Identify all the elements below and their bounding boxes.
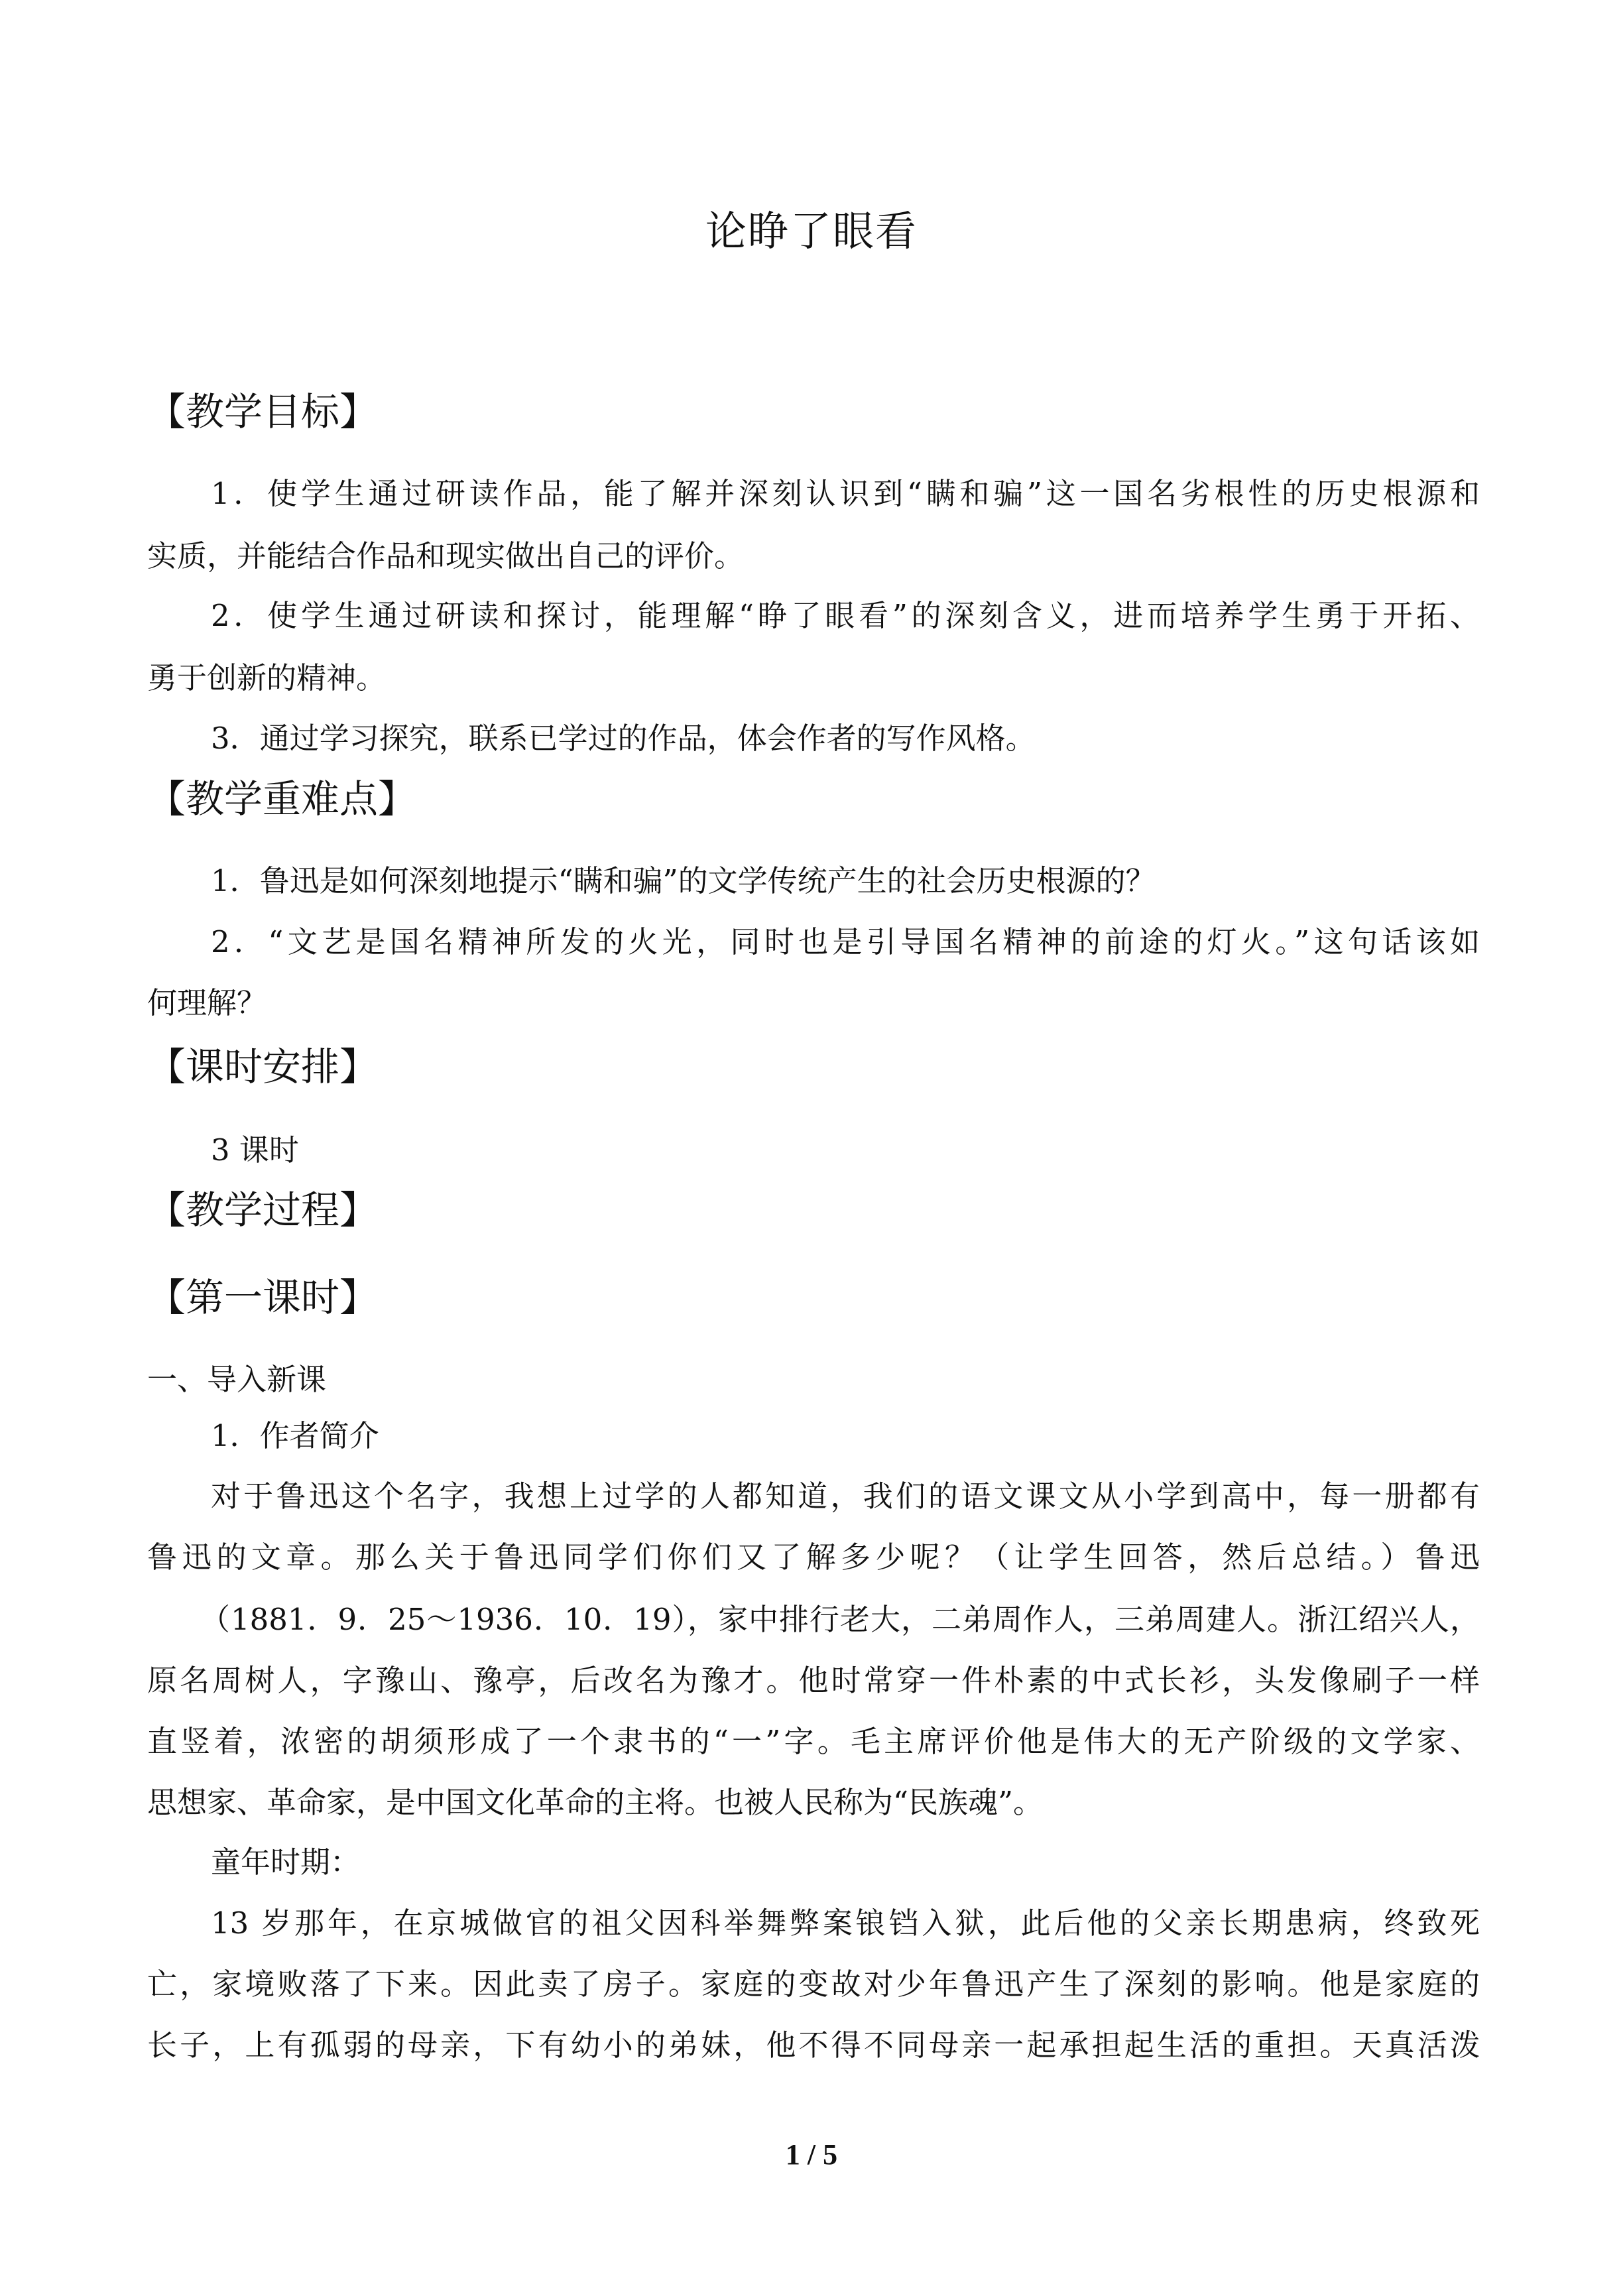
childhood-line-1: 13 岁那年，在京城做官的祖父因科举舞弊案锒铛入狱，此后他的父亲长期患病，终致死	[211, 1905, 1480, 1941]
schedule-heading: 【课时安排】	[147, 1044, 379, 1089]
objective-2-line-1: 2．使学生通过研读和探讨，能理解“睁了眼看”的深刻含义，进而培养学生勇于开拓、	[211, 598, 1480, 633]
childhood-line-3: 长子，上有孤弱的母亲，下有幼小的弟妹，他不得不同母亲一起承担起生活的重担。天真活泼	[147, 2027, 1480, 2063]
objective-1-line-1: 1．使学生通过研读作品，能了解并深刻认识到“瞒和骗”这一国名劣根性的历史根源和	[211, 476, 1480, 511]
intro-line-5: 直竖着，浓密的胡须形成了一个隶书的“一”字。毛主席评价他是伟大的无产阶级的文学家、	[147, 1724, 1480, 1759]
keypoints-heading: 【教学重难点】	[147, 776, 417, 821]
keypoint-1: 1．鲁迅是如何深刻地提示“瞒和骗”的文学传统产生的社会历史根源的？	[211, 863, 1156, 898]
schedule-text: 3 课时	[211, 1132, 299, 1168]
part1-title: 一、导入新课	[147, 1362, 327, 1397]
objective-1-line-2: 实质，并能结合作品和现实做出自己的评价。	[147, 538, 745, 574]
objective-3: 3．通过学习探究，联系已学过的作品，体会作者的写作风格。	[211, 721, 1036, 756]
intro-line-1: 对于鲁迅这个名字，我想上过学的人都知道，我们的语文课文从小学到高中，每一册都有	[211, 1479, 1480, 1514]
childhood-line-2: 亡，家境败落了下来。因此卖了房子。家庭的变故对少年鲁迅产生了深刻的影响。他是家庭的	[147, 1966, 1480, 2002]
page-indicator: 1 / 5	[785, 2138, 838, 2171]
intro-line-3: （1881．9．25～1936．10．19），家中排行老大，二弟周作人，三弟周建人。浙江绍兴人，	[200, 1602, 1480, 1637]
intro-line-6: 思想家、革命家，是中国文化革命的主将。也被人民称为“民族魂”。	[147, 1785, 1044, 1820]
objectives-heading: 【教学目标】	[147, 389, 379, 434]
author-intro-title: 1．作者简介	[211, 1418, 379, 1453]
document-title: 论睁了眼看	[705, 207, 918, 255]
lesson1-heading: 【第一课时】	[147, 1275, 379, 1320]
intro-line-4: 原名周树人，字豫山、豫亭，后改名为豫才。他时常穿一件朴素的中式长衫，头发像刷子一样	[147, 1663, 1480, 1698]
keypoint-2-line-2: 何理解？	[147, 985, 267, 1020]
childhood-label: 童年时期：	[211, 1844, 361, 1880]
objective-2-line-2: 勇于创新的精神。	[147, 660, 387, 695]
keypoint-2-line-1: 2．“文艺是国名精神所发的火光，同时也是引导国名精神的前途的灯火。”这句话该如	[211, 924, 1480, 959]
process-heading: 【教学过程】	[147, 1187, 379, 1233]
intro-line-2: 鲁迅的文章。那么关于鲁迅同学们你们又了解多少呢？（让学生回答，然后总结。）鲁迅	[147, 1540, 1480, 1575]
